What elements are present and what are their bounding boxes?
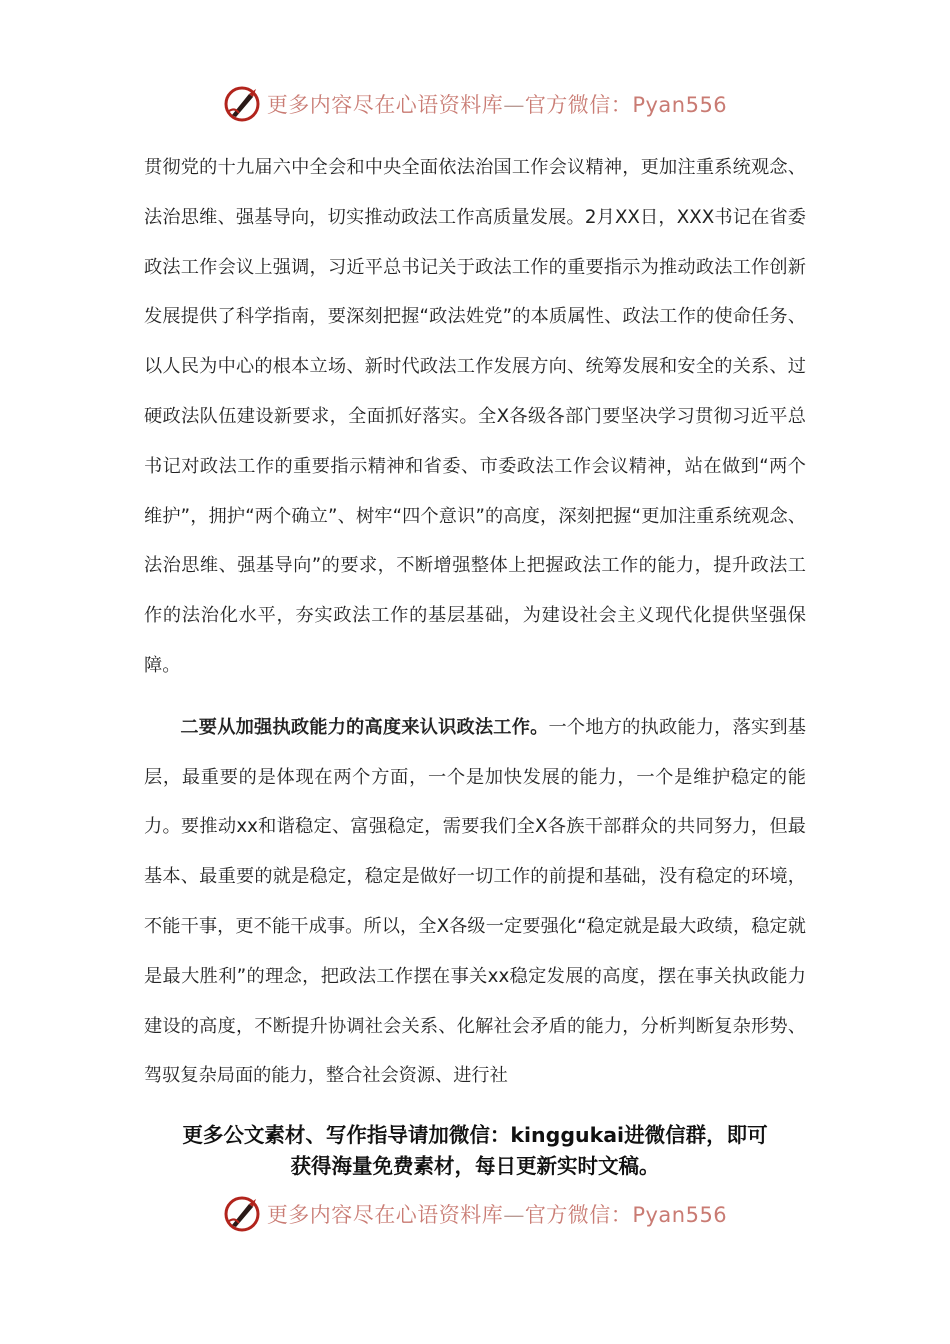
promo-line-2: 获得海量免费素材，每日更新实时文稿。: [290, 1154, 660, 1178]
footer-banner-wechat-label: 官方微信：: [524, 1203, 633, 1227]
footer-banner-text: [267, 1199, 727, 1229]
paragraph-2-heading: 二要从加强执政能力的高度来认识政法工作。: [180, 716, 549, 738]
pen-quill-logo-icon: [223, 1195, 261, 1233]
header-banner-dash: —: [503, 93, 525, 117]
promo-line-1: 更多公文素材、写作指导请加微信：kinggukai进微信群，即可: [182, 1123, 768, 1147]
paragraph-2: [144, 703, 806, 1101]
pen-quill-logo-icon: [223, 85, 261, 123]
footer-banner: [0, 1192, 950, 1236]
header-banner-text: [267, 89, 727, 119]
header-banner-wechat-label: 官方微信：: [524, 93, 633, 117]
footer-banner-dash: —: [503, 1203, 525, 1227]
promo-note: [120, 1120, 830, 1182]
footer-banner-title: 更多内容尽在心语资料库: [266, 1203, 504, 1227]
header-banner: [0, 82, 950, 126]
document-body: [144, 143, 806, 1101]
footer-banner-wechat-id: Pyan556: [632, 1203, 728, 1227]
paragraph-1: 贯彻党的十九届六中全会和中央全面依法治国工作会议精神，更加注重系统观念、法治思维、强基导向，切实推动政法工作高质量发展。2月XX日，XXX书记在省委政法工作会议上强调，习近平总书记关于政法工作的重要指示为推动政法工作创新发展提供了科学指南，要深刻把握“政法姓党”的本质属性、政法工作的使命任务、以人民为中心的根本立场、新时代政法工作发展方向、统筹发展和安全的关系、过硬政法队伍建设新要求，全面抓好落实。全X各级各部门要坚决学习贯彻习近平总书记对政法工作的重要指示精神和省委、市委政法工作会议精神，站在做到“两个维护”，拥护“两个确立”、树牢“四个意识”的高度，深刻把握“更加注重系统观念、法治思维、强基导向”的要求，不断增强整体上把握政法工作的能力，提升政法工作的法治化水平，夯实政法工作的基层基础，为建设社会主义现代化提供坚强保障。: [144, 157, 806, 676]
header-banner-wechat-id: Pyan556: [632, 93, 728, 117]
paragraph-2-text: 一个地方的执政能力，落实到基层，最重要的是体现在两个方面，一个是加快发展的能力，一个是维护稳定的能力。要推动xx和谐稳定、富强稳定，需要我们全X各族干部群众的共同努力，但最基本、最重要的就是稳定，稳定是做好一切工作的前提和基础，没有稳定的环境，不能干事，更不能干成事。所以，全X各级一定要强化“稳定就是最大政绩，稳定就是最大胜利”的理念，把政法工作摆在事关xx稳定发展的高度，摆在事关执政能力建设的高度，不断提升协调社会关系、化解社会矛盾的能力，分析判断复杂形势、驾驭复杂局面的能力，整合社会资源、进行社: [144, 716, 806, 1087]
header-banner-title: 更多内容尽在心语资料库: [266, 93, 504, 117]
